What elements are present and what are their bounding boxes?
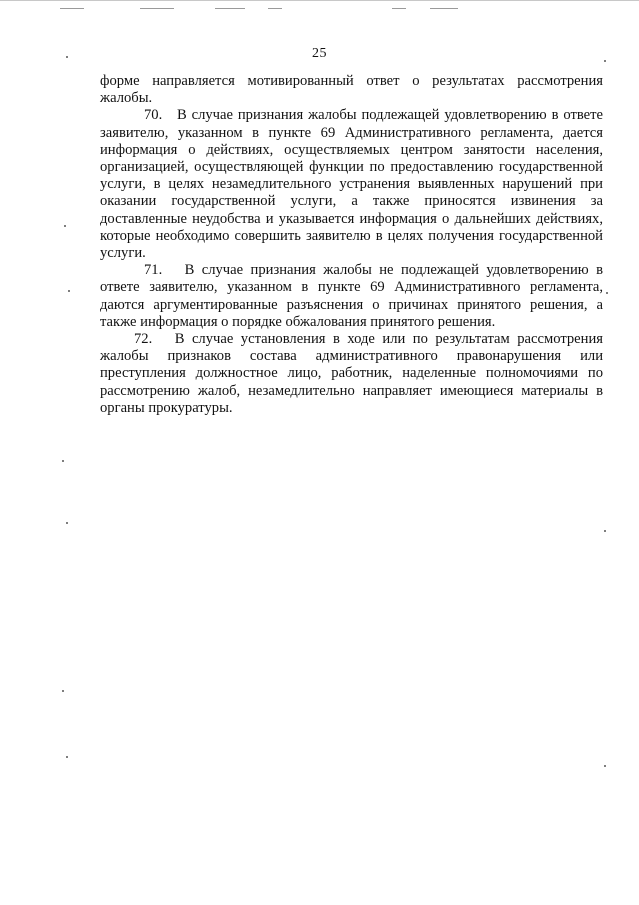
scan-speck [62,460,64,462]
paragraph-71: 71. В случае признания жалобы не подлежащей удовлетворению в ответе заявителю, указанном в пункте 69 Административного регламента, даются аргументированные разъяснения о причинах принятого решения, а также информация о порядке обжалования принятого решения. [100,262,603,330]
scan-speck [62,690,64,692]
page-number: 25 [312,46,327,61]
scan-speck [64,225,66,227]
scan-speck [606,292,608,294]
scan-speck [604,765,606,767]
scan-artifact-marks [0,8,639,12]
scan-edge [0,0,639,7]
scan-speck [604,530,606,532]
paragraph-continuation: форме направляется мотивированный ответ о результатах рассмотрения жалобы. [100,73,603,107]
scan-speck [66,756,68,758]
paragraph-70: 70. В случае признания жалобы подлежащей удовлетворению в ответе заявителю, указанном в пункте 69 Административного регламента, дается информация о действиях, осуществляемых центром занятости населения, организацией, осуществляющей функции по предоставлению государственной услуги, в целях незамедлительного устранения выявленных нарушений при оказании государственной услуги, а также приносятся извинения за доставленные неудобства и указывается информация о дальнейших действиях, которые необходимо совершить заявителю в целях получения государственной услуги. [100,107,603,262]
scan-speck [68,290,70,292]
scan-speck [66,522,68,524]
paragraph-72: 72. В случае установления в ходе или по результатам рассмотрения жалобы признаков состава административного правонарушения или преступления должностное лицо, работник, наделенные полномочиями по рассмотрению жалоб, незамедлительно направляет имеющиеся материалы в органы прокуратуры. [100,331,603,416]
document-body [100,73,603,417]
